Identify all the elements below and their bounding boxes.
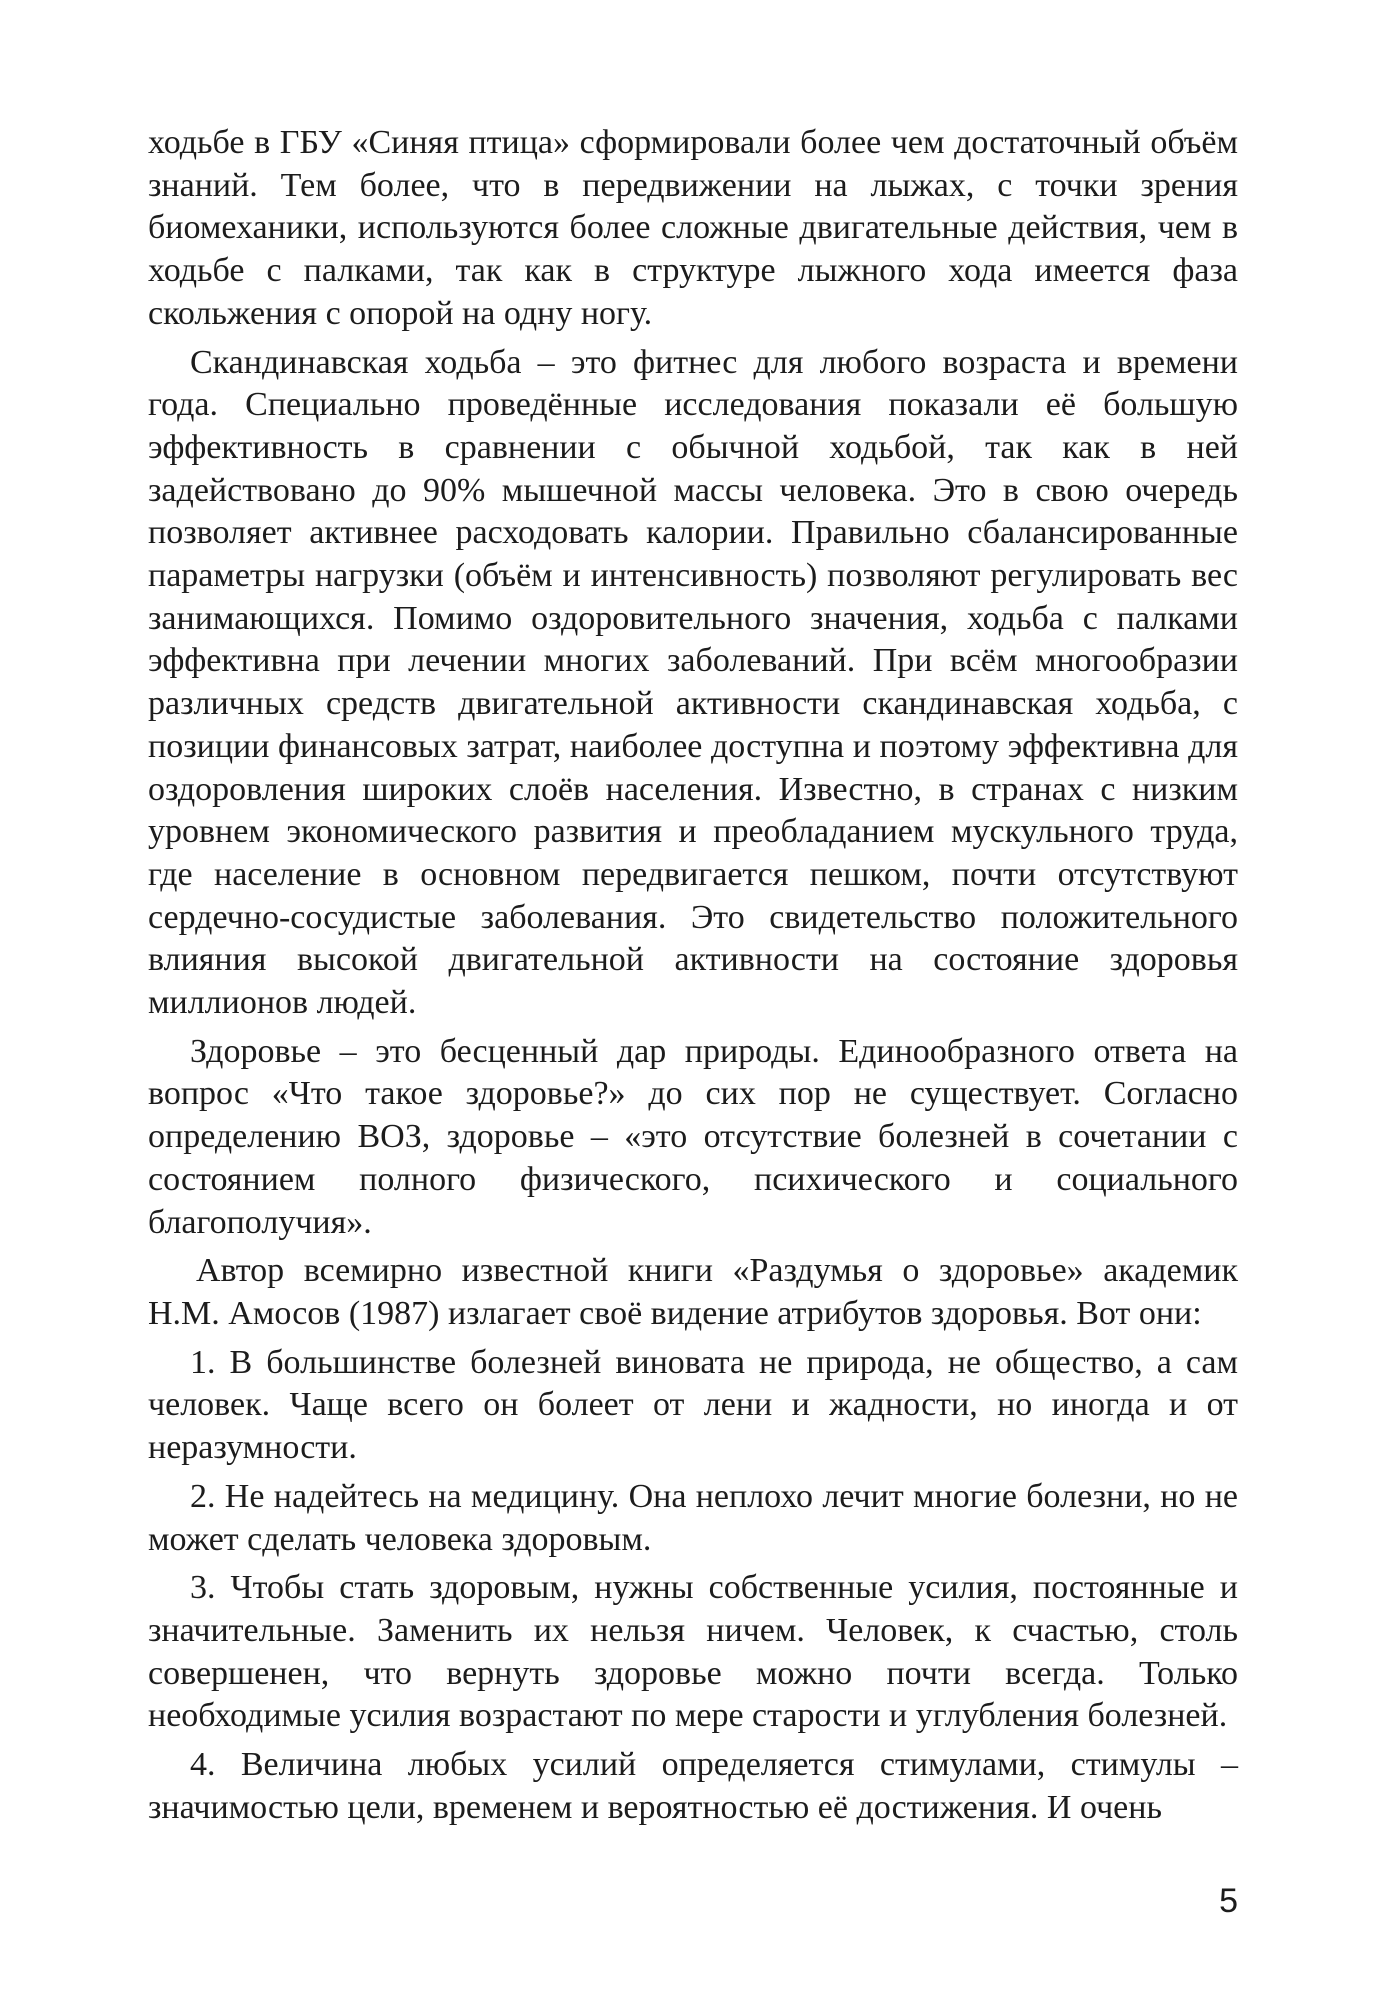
list-item-2: 2. Не надейтесь на медицину. Она неплохо лечит многие болезни, но не может сделать человека здоровым.	[148, 1477, 1238, 1558]
list-item-4: 4. Величина любых усилий определяется стимулами, стимулы – значимостью цели, временем и вероятностью её достижения. И очень	[148, 1746, 1238, 1826]
paragraph-amosov: Автор всемирно известной книги «Раздумья о здоровье» академик Н.М. Амосов (1987) излагает своё видение атрибутов здоровья. Вот они:	[148, 1252, 1238, 1332]
page-number: 5	[1219, 1882, 1238, 1920]
paragraph-continued: ходьбе в ГБУ «Синяя птица» сформировали более чем достаточный объём знаний. Тем более, что в передвижении на лыжах, с точки зрения биомеханики, используются более сложные двигательные действия, чем в ходьбе с палками, так как в структуре лыжного хода имеется фаза скольжения с опорой на одну ногу.	[148, 124, 1238, 332]
list-item-3: 3. Чтобы стать здоровым, нужны собственные усилия, постоянные и значительные. Заменить их нельзя ничем. Человек, к счастью, столь совершенен, что вернуть здоровье можно почти всегда. Только необходимые усилия возрастают по мере старости и углубления болезней.	[148, 1569, 1238, 1735]
page-body	[148, 122, 1238, 1829]
list-item-1: 1. В большинстве болезней виновата не природа, не общество, а сам человек. Чаще всего он болеет от лени и жадности, но иногда и от неразумности.	[148, 1343, 1238, 1467]
paragraph-health-definition: Здоровье – это бесценный дар природы. Единообразного ответа на вопрос «Что такое здоровье?» до сих пор не существует. Согласно определению ВОЗ, здоровье – «это отсутствие болезней в сочетании с состоянием полного физического, психического и социального благополучия».	[148, 1032, 1238, 1241]
paragraph-nordic-walking: Скандинавская ходьба – это фитнес для любого возраста и времени года. Специально проведённые исследования показали её большую эффективность в сравнении с обычной ходьбой, так как в ней задействовано до 90% мышечной массы человека. Это в свою очередь позволяет активнее расходовать калории. Правильно сбалансированные параметры нагрузки (объём и интенсивность) позволяют регулировать вес занимающихся. Помимо оздоровительного значения, ходьба с палками эффективна при лечении многих заболеваний. При всём многообразии различных средств двигательной активности скандинавская ходьба, с позиции финансовых затрат, наиболее доступна и поэтому эффективна для оздоровления широких слоёв населения. Известно, в странах с низким уровнем экономического развития и преобладанием мускульного труда, где население в основном передвигается пешком, почти отсутствуют сердечно-сосудистые заболевания. Это свидетельство положительного влияния высокой двигательной активности на состояние здоровья миллионов людей.	[148, 343, 1238, 1022]
